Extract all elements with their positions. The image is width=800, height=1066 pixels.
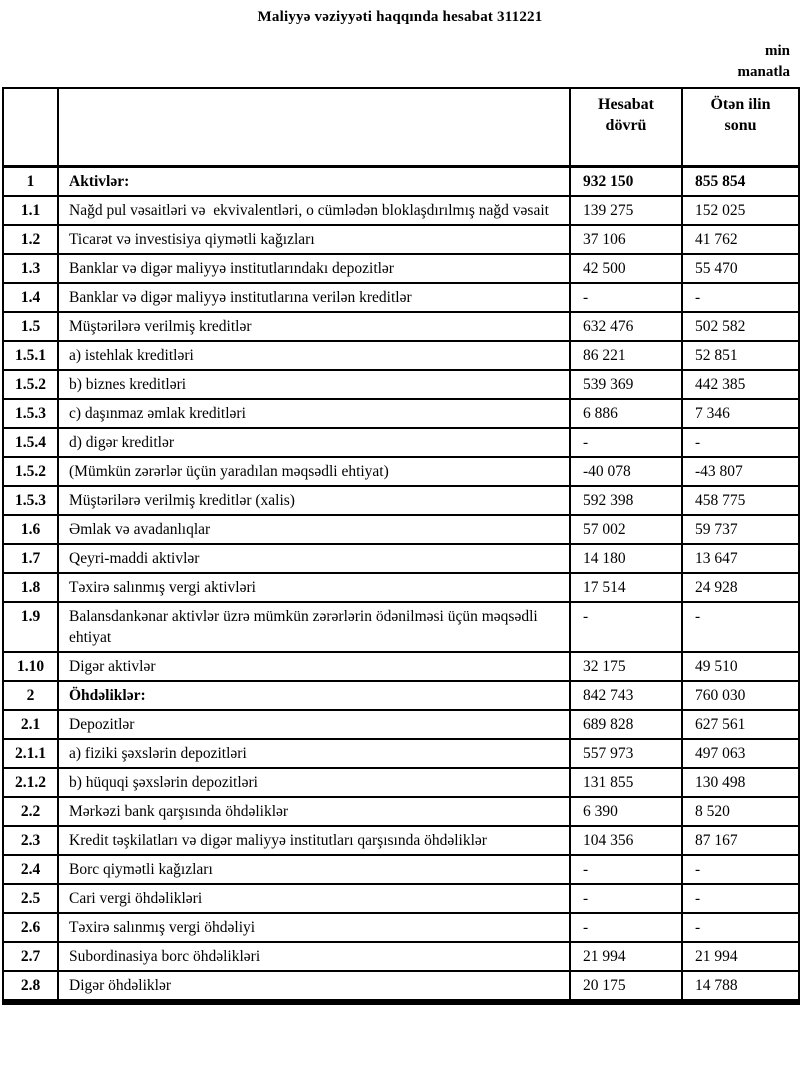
row-number: 1.5.3 [3, 399, 58, 428]
table-row [3, 312, 799, 341]
table-row [3, 254, 799, 283]
row-label: Digər öhdəliklər [58, 971, 570, 1002]
row-label: Banklar və digər maliyyə institutlarındakı depozitlər [58, 254, 570, 283]
header-current-line1: Hesabat [598, 96, 654, 113]
row-number: 1.5.2 [3, 457, 58, 486]
value-previous: - [682, 602, 799, 652]
value-previous: - [682, 283, 799, 312]
row-number: 1.1 [3, 196, 58, 225]
value-previous: 130 498 [682, 768, 799, 797]
table-row [3, 544, 799, 573]
table-row [3, 797, 799, 826]
row-number: 2 [3, 681, 58, 710]
row-number: 2.1.2 [3, 768, 58, 797]
row-label: Nağd pul vəsaitləri və ekvivalentləri, o cümlədən bloklaşdırılmış nağd vəsait [58, 196, 570, 225]
table-row [3, 826, 799, 855]
value-previous: 87 167 [682, 826, 799, 855]
row-number: 2.1 [3, 710, 58, 739]
table-row [3, 399, 799, 428]
table-row [3, 457, 799, 486]
value-previous: 41 762 [682, 225, 799, 254]
row-label: Kredit təşkilatları və digər maliyyə institutları qarşısında öhdəliklər [58, 826, 570, 855]
value-current: 32 175 [570, 652, 682, 681]
value-previous: 855 854 [682, 166, 799, 196]
row-number: 1.4 [3, 283, 58, 312]
value-current: - [570, 855, 682, 884]
unit-note-line1: min [764, 43, 790, 59]
value-current: 689 828 [570, 710, 682, 739]
row-label: Qeyri-maddi aktivlər [58, 544, 570, 573]
value-current: 6 886 [570, 399, 682, 428]
table-row [3, 602, 799, 652]
value-current: 86 221 [570, 341, 682, 370]
row-label: Cari vergi öhdəlikləri [58, 884, 570, 913]
header-previous-line1: Ötən ilin [710, 96, 771, 113]
row-number: 2.4 [3, 855, 58, 884]
value-current: 131 855 [570, 768, 682, 797]
financial-position-table [2, 87, 800, 1005]
header-cell-description [58, 88, 570, 166]
row-label: b) hüquqi şəxslərin depozitləri [58, 768, 570, 797]
table-row [3, 283, 799, 312]
row-label: Balansdankənar aktivlər üzrə mümkün zərərlərin ödənilməsi üçün məqsədli ehtiyat [58, 602, 570, 652]
row-number: 1.10 [3, 652, 58, 681]
value-previous: - [682, 428, 799, 457]
table-row [3, 913, 799, 942]
value-current: 21 994 [570, 942, 682, 971]
value-current: 139 275 [570, 196, 682, 225]
value-current: - [570, 602, 682, 652]
value-current: 42 500 [570, 254, 682, 283]
row-number: 1.3 [3, 254, 58, 283]
row-number: 1.7 [3, 544, 58, 573]
value-previous: -43 807 [682, 457, 799, 486]
row-number: 2.8 [3, 971, 58, 1002]
row-number: 2.3 [3, 826, 58, 855]
row-label: Depozitlər [58, 710, 570, 739]
value-current: 539 369 [570, 370, 682, 399]
header-current-line2: dövrü [605, 117, 647, 134]
unit-note [0, 41, 800, 83]
value-current: 632 476 [570, 312, 682, 341]
row-number: 1 [3, 166, 58, 196]
header-previous-line2: sonu [724, 117, 757, 134]
row-number: 1.5 [3, 312, 58, 341]
row-number: 2.5 [3, 884, 58, 913]
value-current: - [570, 283, 682, 312]
value-current: - [570, 884, 682, 913]
value-previous: 627 561 [682, 710, 799, 739]
value-previous: 55 470 [682, 254, 799, 283]
value-previous: - [682, 855, 799, 884]
row-number: 1.5.1 [3, 341, 58, 370]
row-label: a) fiziki şəxslərin depozitləri [58, 739, 570, 768]
row-label: a) istehlak kreditləri [58, 341, 570, 370]
table-row [3, 515, 799, 544]
value-current: 37 106 [570, 225, 682, 254]
row-label: Müştərilərə verilmiş kreditlər (xalis) [58, 486, 570, 515]
table-row [3, 710, 799, 739]
value-current: 842 743 [570, 681, 682, 710]
table-row [3, 428, 799, 457]
row-number: 2.2 [3, 797, 58, 826]
value-current: -40 078 [570, 457, 682, 486]
table-row [3, 166, 799, 196]
row-number: 1.8 [3, 573, 58, 602]
value-previous: 7 346 [682, 399, 799, 428]
value-previous: 152 025 [682, 196, 799, 225]
table-header-row [3, 88, 799, 166]
page-title: Maliyyə vəziyyəti haqqında hesabat 311221 [257, 9, 543, 25]
value-previous: 458 775 [682, 486, 799, 515]
table-row [3, 739, 799, 768]
value-previous: 442 385 [682, 370, 799, 399]
value-previous: 497 063 [682, 739, 799, 768]
row-label: Təxirə salınmış vergi öhdəliyi [58, 913, 570, 942]
value-previous: - [682, 884, 799, 913]
value-current: 20 175 [570, 971, 682, 1002]
row-label: (Mümkün zərərlər üçün yaradılan məqsədli ehtiyat) [58, 457, 570, 486]
table-row [3, 486, 799, 515]
row-label: Digər aktivlər [58, 652, 570, 681]
value-current: - [570, 913, 682, 942]
table-row [3, 971, 799, 1002]
header-cell-current-period [570, 88, 682, 166]
value-previous: 21 994 [682, 942, 799, 971]
value-current: 557 973 [570, 739, 682, 768]
row-label: Banklar və digər maliyyə institutlarına verilən kreditlər [58, 283, 570, 312]
value-previous: 49 510 [682, 652, 799, 681]
value-previous: 59 737 [682, 515, 799, 544]
value-current: 932 150 [570, 166, 682, 196]
value-previous: 24 928 [682, 573, 799, 602]
value-current: 57 002 [570, 515, 682, 544]
table-row [3, 768, 799, 797]
table-row [3, 681, 799, 710]
row-label: c) daşınmaz əmlak kreditləri [58, 399, 570, 428]
row-label: Subordinasiya borc öhdəlikləri [58, 942, 570, 971]
row-label: Aktivlər: [58, 166, 570, 196]
row-number: 1.5.4 [3, 428, 58, 457]
row-number: 2.6 [3, 913, 58, 942]
value-current: 17 514 [570, 573, 682, 602]
row-label: Ticarət və investisiya qiymətli kağızları [58, 225, 570, 254]
table-row [3, 573, 799, 602]
row-label: b) biznes kreditləri [58, 370, 570, 399]
value-previous: 8 520 [682, 797, 799, 826]
row-label: Əmlak və avadanlıqlar [58, 515, 570, 544]
value-previous: 14 788 [682, 971, 799, 1002]
table-row [3, 370, 799, 399]
value-current: - [570, 428, 682, 457]
row-label: Öhdəliklər: [58, 681, 570, 710]
table-row [3, 225, 799, 254]
table-row [3, 341, 799, 370]
table-row [3, 196, 799, 225]
row-number: 1.6 [3, 515, 58, 544]
row-label: Borc qiymətli kağızları [58, 855, 570, 884]
row-label: Təxirə salınmış vergi aktivləri [58, 573, 570, 602]
table-row [3, 652, 799, 681]
value-current: 6 390 [570, 797, 682, 826]
row-number: 2.1.1 [3, 739, 58, 768]
row-number: 1.2 [3, 225, 58, 254]
value-current: 592 398 [570, 486, 682, 515]
value-previous: - [682, 913, 799, 942]
row-number: 1.5.3 [3, 486, 58, 515]
row-number: 1.9 [3, 602, 58, 652]
value-previous: 52 851 [682, 341, 799, 370]
value-previous: 760 030 [682, 681, 799, 710]
value-current: 14 180 [570, 544, 682, 573]
row-number: 1.5.2 [3, 370, 58, 399]
row-label: Mərkəzi bank qarşısında öhdəliklər [58, 797, 570, 826]
row-label: Müştərilərə verilmiş kreditlər [58, 312, 570, 341]
row-label: d) digər kreditlər [58, 428, 570, 457]
header-cell-number [3, 88, 58, 166]
value-previous: 502 582 [682, 312, 799, 341]
value-previous: 13 647 [682, 544, 799, 573]
table-row [3, 884, 799, 913]
value-current: 104 356 [570, 826, 682, 855]
unit-note-line2: manatla [737, 64, 790, 80]
header-cell-previous-period [682, 88, 799, 166]
table-row [3, 942, 799, 971]
table-row [3, 855, 799, 884]
row-number: 2.7 [3, 942, 58, 971]
